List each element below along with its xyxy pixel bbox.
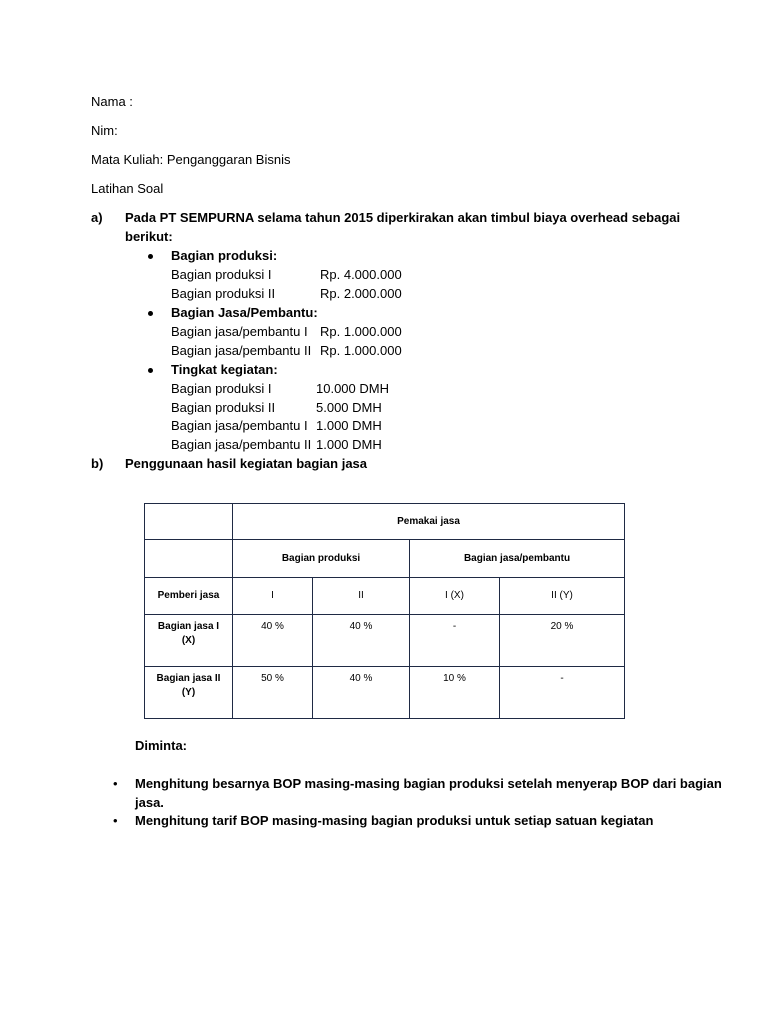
column-header: I (X) — [410, 578, 500, 615]
item-value: 5.000 DMH — [316, 400, 382, 415]
diminta-item1-line1: Menghitung besarnya BOP masing-masing bagian produksi setelah menyerap BOP dari bagian — [135, 776, 722, 791]
group-title-produksi: Bagian produksi: — [171, 248, 278, 263]
table-cell: 50 % — [233, 667, 313, 719]
item-label: Bagian jasa/pembantu II — [171, 343, 312, 358]
bullet-icon: • — [113, 813, 118, 828]
item-label: Bagian jasa/pembantu II — [171, 437, 312, 452]
item-label: Bagian produksi II — [171, 286, 276, 301]
table-cell: - — [410, 615, 500, 667]
table-row — [145, 667, 625, 719]
bullet-icon — [148, 254, 153, 259]
diminta-item1-line2: jasa. — [135, 795, 164, 810]
empty-cell — [145, 540, 233, 578]
nim-label: Nim: — [91, 123, 118, 138]
table-row — [145, 615, 625, 667]
pemakai-jasa-header: Pemakai jasa — [233, 504, 625, 540]
table-cell: 40 % — [233, 615, 313, 667]
bullet-icon — [148, 368, 153, 373]
section-a-marker: a) — [91, 210, 103, 225]
item-value: Rp. 1.000.000 — [320, 343, 402, 358]
item-label: Bagian jasa/pembantu I — [171, 324, 308, 339]
row-label-line2: (X) — [181, 635, 196, 646]
column-header: I — [233, 578, 313, 615]
item-value: 1.000 DMH — [316, 418, 382, 433]
table-column-row — [145, 578, 625, 615]
section-b-title: Penggunaan hasil kegiatan bagian jasa — [125, 456, 368, 471]
nama-label: Nama : — [91, 94, 133, 109]
table-subheader-row — [145, 540, 625, 578]
row-label-line1: Bagian jasa II — [156, 673, 221, 684]
group-title-kegiatan: Tingkat kegiatan: — [171, 362, 278, 377]
item-value: Rp. 4.000.000 — [320, 267, 402, 282]
item-value: Rp. 1.000.000 — [320, 324, 402, 339]
item-label: Bagian produksi II — [171, 400, 276, 415]
table-cell: 40 % — [313, 667, 410, 719]
row-label — [145, 615, 233, 667]
mata-kuliah-label: Mata Kuliah: Penganggaran Bisnis — [91, 152, 291, 167]
item-value: Rp. 2.000.000 — [320, 286, 402, 301]
column-header: II — [313, 578, 410, 615]
section-a-line2: berikut: — [125, 229, 173, 244]
group-title-jasa: Bagian Jasa/Pembantu: — [171, 305, 318, 320]
empty-cell — [145, 504, 233, 540]
section-b-marker: b) — [91, 456, 104, 471]
bullet-icon — [148, 311, 153, 316]
latihan-soal-label: Latihan Soal — [91, 181, 164, 196]
bagian-produksi-header: Bagian produksi — [233, 540, 410, 578]
table-cell: 40 % — [313, 615, 410, 667]
item-label: Bagian produksi I — [171, 267, 272, 282]
column-header: II (Y) — [500, 578, 625, 615]
table-header-row — [145, 504, 625, 540]
row-label-line2: (Y) — [181, 687, 196, 698]
section-a-line1: Pada PT SEMPURNA selama tahun 2015 diperkirakan akan timbul biaya overhead sebagai — [125, 210, 681, 225]
bullet-icon: • — [113, 776, 118, 791]
item-value: 10.000 DMH — [316, 381, 389, 396]
table-cell: 10 % — [410, 667, 500, 719]
bagian-jasa-header: Bagian jasa/pembantu — [410, 540, 625, 578]
item-label: Bagian produksi I — [171, 381, 272, 396]
pemberi-jasa-header: Pemberi jasa — [145, 578, 233, 615]
row-label — [145, 667, 233, 719]
row-label-line1: Bagian jasa I — [157, 621, 220, 632]
table-cell: - — [500, 667, 625, 719]
table-cell: 20 % — [500, 615, 625, 667]
item-value: 1.000 DMH — [316, 437, 382, 452]
diminta-item2: Menghitung tarif BOP masing-masing bagian produksi untuk setiap satuan kegiatan — [135, 813, 654, 828]
item-label: Bagian jasa/pembantu I — [171, 418, 308, 433]
diminta-title: Diminta: — [135, 738, 187, 753]
pemakai-jasa-table — [144, 503, 625, 719]
